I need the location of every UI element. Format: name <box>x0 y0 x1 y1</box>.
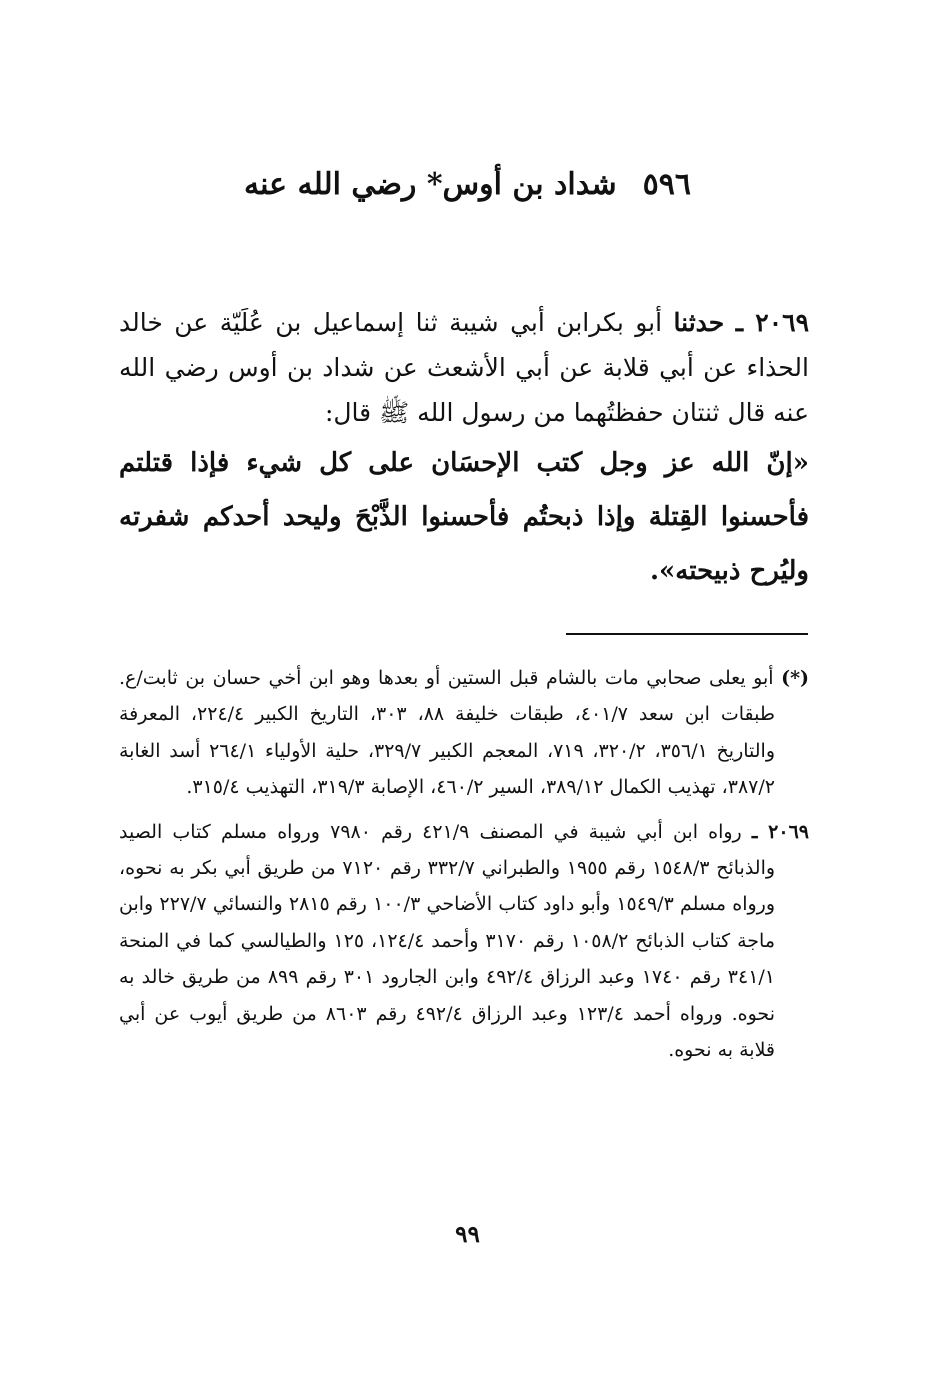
section-number: ٥٩٦ <box>642 167 691 202</box>
footnote-biography <box>119 660 809 806</box>
footnote-text: رواه ابن أبي شيبة في المصنف ٤٢١/٩ رقم ٧٩٨٠ ورواه مسلم كتاب الصيد والذبائح ١٥٤٨/٣ رقم ١٩٥٥ والطبراني ٣٣٢/٧ رقم ٧١٢٠ من طريق أبي بكر به نحوه، ورواه مسلم ١٥٤٩/٣ وأبو داود كتاب الأضاحي ١٠٠/٣ رقم ٢٨١٥ والنسائي ٢٢٧/٧ وابن ماجة كتاب الذبائح ١٠٥٨/٢ رقم ٣١٧٠ وأحمد ١٢٤/٤، ١٢٥ والطيالسي كما في المنحة ٣٤١/١ رقم ١٧٤٠ وعبد الرزاق ٤٩٢/٤ وابن الجارود ٣٠١ رقم ٨٩٩ من طريق خالد به نحوه. ورواه أحمد ١٢٣/٤ وعبد الرزاق ٤٩٢/٤ رقم ٨٦٠٣ من طريق أيوب عن أبي قلابة به نحوه. <box>119 820 776 1062</box>
section-heading <box>0 158 935 212</box>
footnote-marker: ٢٠٦٩ ـ <box>751 820 809 843</box>
page-number: ٩٩ <box>455 1221 480 1248</box>
section-title: شداد بن أوس* رضي الله عنه <box>244 167 617 202</box>
hadith-isnad <box>119 300 809 435</box>
hadith-number: ٢٠٦٩ ـ <box>735 308 809 337</box>
hadith-lead-word: حدثنا <box>673 308 725 337</box>
footnote-text: أبو يعلى صحابي مات بالشام قبل الستين أو بعدها وهو ابن أخي حسان بن ثابت/ع. طبقات ابن سعد ٤٠١/٧، طبقات خليفة ٨٨، ٣٠٣، التاريخ الكبير ٢٢٤/٤، المعرفة والتاريخ ٣٥٦/١، ٣٢٠/٢، ٧١٩، المعجم الكبير ٣٢٩/٧، حلية الأولياء ٢٦٤/١ أسد الغابة ٣٨٧/٢، تهذيب الكمال ٣٨٩/١٢، السير ٤٦٠/٢، الإصابة ٣١٩/٣، التهذيب ٣١٥/٤. <box>119 667 776 799</box>
footnote-separator <box>566 633 808 635</box>
hadith-matn: «إنّ الله عز وجل كتب الإحسَان على كل شيء فإذا قتلتم فأحسنوا القِتلة وإذا ذبحتُم فأحسنوا الذَّبْحَ وليحد أحدكم شفرته وليُرح ذبيحته». <box>119 448 809 586</box>
footnote-marker: (*) <box>781 667 809 689</box>
footnotes <box>119 660 809 1068</box>
footnote-takhrij <box>119 814 809 1069</box>
hadith-chain-text: أبو بكرابن أبي شيبة ثنا إسماعيل بن عُلَيّة عن خالد الحذاء عن أبي قلابة عن أبي الأشعث عن شداد بن أوس رضي الله عنه قال ثنتان حفظتُهما من رسول الله ﷺ قال: <box>119 308 809 427</box>
